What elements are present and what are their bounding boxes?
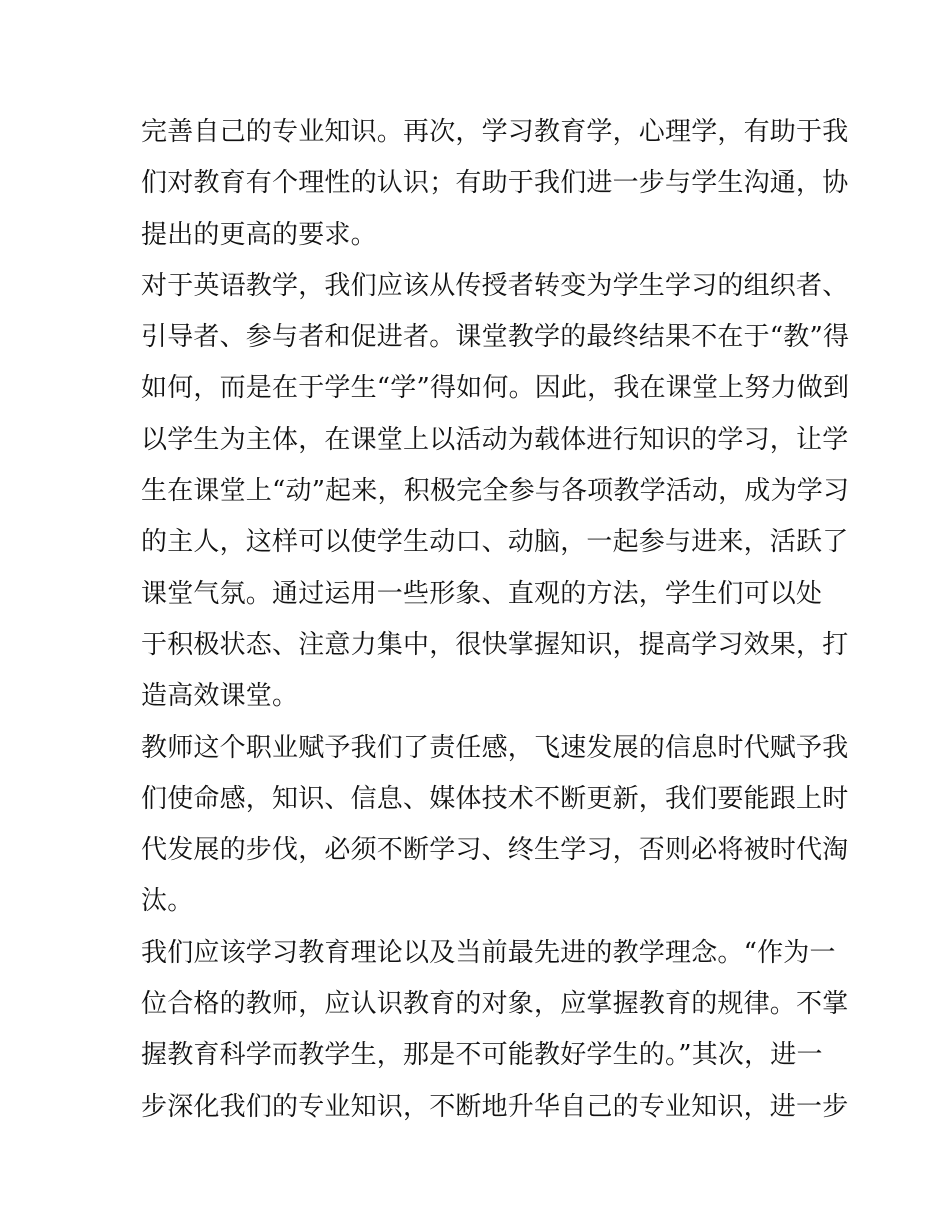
text-line: 于积极状态、注意力集中，很快掌握知识，提高学习效果，打 — [141, 629, 849, 660]
text-line: 课堂气氛。通过运用一些形象、直观的方法，学生们可以处 — [141, 578, 823, 609]
text-line: 造高效课堂。 — [141, 681, 299, 712]
text-line: 以学生为主体，在课堂上以活动为载体进行知识的学习，让学 — [141, 424, 849, 455]
text-line: 们对教育有个理性的认识；有助于我们进一步与学生沟通，协 — [141, 168, 849, 199]
text-line: 们使命感，知识、信息、媒体技术不断更新，我们要能跟上时 — [141, 783, 849, 814]
text-line: 如何，而是在于学生“学”得如何。因此，我在课堂上努力做到 — [141, 373, 850, 404]
text-line: 对于英语教学，我们应该从传授者转变为学生学习的组织者、 — [141, 270, 849, 301]
text-line: 位合格的教师，应认识教育的对象，应掌握教育的规律。不掌 — [141, 989, 849, 1020]
body-text — [141, 107, 850, 1133]
text-line: 教师这个职业赋予我们了责任感，飞速发展的信息时代赋予我 — [141, 732, 849, 763]
text-line: 提出的更高的要求。 — [141, 219, 377, 250]
text-line: 代发展的步伐，必须不断学习、终生学习，否则必将被时代淘 — [141, 835, 849, 866]
text-line: 步深化我们的专业知识，不断地升华自己的专业知识，进一步 — [141, 1091, 849, 1122]
text-line: 握教育科学而教学生，那是不可能教好学生的。”其次，进一 — [141, 1040, 823, 1071]
text-line: 引导者、参与者和促进者。课堂教学的最终结果不在于“教”得 — [141, 322, 850, 353]
text-line: 完善自己的专业知识。再次，学习教育学，心理学，有助于我 — [141, 117, 849, 147]
text-line: 汰。 — [141, 886, 194, 917]
text-line: 的主人，这样可以使学生动口、动脑，一起参与进来，活跃了 — [141, 527, 849, 558]
text-line: 我们应该学习教育理论以及当前最先进的教学理念。“作为一 — [141, 937, 836, 968]
text-line: 生在课堂上“动”起来，积极完全参与各项教学活动，成为学习 — [141, 476, 850, 507]
